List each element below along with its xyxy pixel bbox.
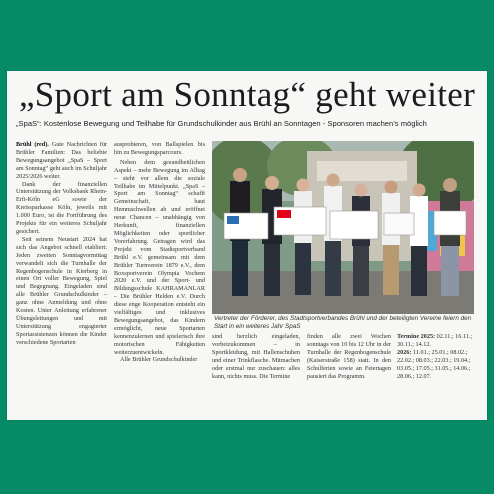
article-column-4 [307, 333, 391, 417]
article-column-1 [16, 141, 107, 416]
dates-box [397, 333, 477, 380]
paragraph: Alle Brühler Grundschulkinder [120, 356, 198, 364]
paragraph: Dank der finanziellen Unterstützung der Volksbank Rhein-Erft-Köln eG sowie der Kreissparkasse Köln, jeweils mit 1.000 Euro, ist die Fortführung des Projekts für ein weiteres Schuljahr gesichert. [16, 180, 107, 235]
dates-2026: 2026: 11.01.; 25.01.; 08.02.; 22.02.; 08.03.; 22.03.; 19.04.; 03.05.; 17.05.; 31.05.; 14.06.; 28.06.; 12.07. [397, 348, 471, 380]
paragraph: finden alle zwei Wochen sonntags von 10 bis 12 Uhr in der Turnhalle der Regenbogenschule (Kaiserstraße 158) statt. In den Schulferien sowie an Feiertagen pausiert das Programm. [307, 333, 391, 380]
paragraph: Brühl (red). Gute Nachrichten für Brühler Familien: Das beliebte Bewegungsangebot „SpaS – Sport am Sonntag“ geht auch im Schuljahr 2025/2026 weiter. [16, 141, 107, 180]
photo-illustration [212, 141, 474, 314]
article-column-2 [114, 141, 205, 416]
dates-2025: Termine 2025: 02.11.; 16.11.; 30.11.; 14.12. [397, 333, 473, 348]
group-photo [212, 141, 474, 314]
headline: „Sport am Sonntag“ geht weiter [18, 75, 476, 114]
paragraph: sind herzlich eingeladen, vorbeizukommen – in Sportkleidung, mit Hallenschuhen und einer Trinkflasche. Mitmachen oder erstmal nur zuschauen: alles kann, nichts muss. Die Termine [212, 333, 300, 380]
paragraph: ausprobieren, von Ballspielen bis hin zu Bewegungsparcours. [114, 141, 205, 156]
dateline: Brühl (red). [16, 141, 49, 148]
article-column-3 [212, 333, 300, 417]
subheadline: „SpaS“: Kostenlose Bewegung und Teilhabe für Grundschulkinder aus Brühl an Sonntagen - Sponsoren machen’s möglich [16, 119, 427, 128]
paragraph: Neben dem gesundheitlichen Aspekt – mehr Bewegung im Alltag – steht vor allem die soziale Teilhabe im Mittelpunkt. „SpaS – Sport am Sonntag“ schafft Gemeinschaft, baut Hemmschwellen ab und eröffnet neue Chancen – unabhängig von Herkunft, finanziellen Möglichkeiten oder sportlicher Vorerfahrung. Getragen wird das Projekt vom Stadtsportverband Brühl e.V. gemeinsam mit dem Brühler Turnverein 1879 e.V., dem Boxsportverein Olympia Vochem 2020 e.V. und der Sport- und Bildungsschule KAHRAMANLAR – Die Brühler Helden e.V. Durch diese enge Kooperation entsteht ein vielfältiges und inklusives Bewegungsangebot, das Kindern ermöglicht, neue Sportarten kennenzulernen und spielerisch ihre motorischen Fähigkeiten weiterzuentwickeln. [114, 158, 205, 356]
paragraph: Seit seinem Neustart 2024 hat sich das Angebot schnell etabliert: Jeden zweiten Sonntagvormittag verwandelt sich die Turnhalle der Regenbogenschule in Kierberg in einen Ort voller Bewegung, Spiel und Begegnung. Eingeladen sind alle Brühler Grundschulkinder – ganz ohne Anmeldung und ohne Kosten. Unter Anleitung erfahrener Übungsleitungen und mit Unterstützung engagierter Sportassistenzen können die Kinder verschiedene Sportarten [16, 235, 107, 346]
photo-caption: Vertreter der Förderer, des Stadtsportverbandes Brühl und der beteiligten Vereine feiern den Start in ein weiteres Jahr SpaS [214, 315, 472, 330]
newspaper-clipping [7, 71, 487, 420]
